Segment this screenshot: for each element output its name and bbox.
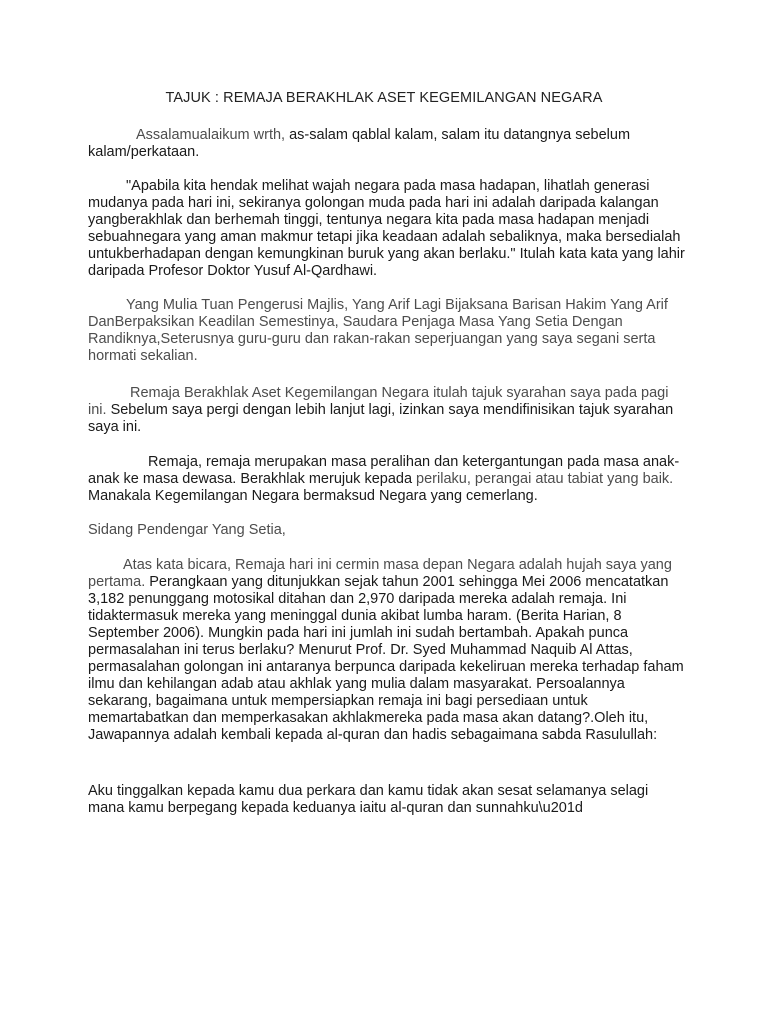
argument-body: Perangkaan yang ditunjukkan sejak tahun 2001 sehingga Mei 2006 mencatatkan 3,182 penunggang motosikal ditahan dan 2,970 daripada mereka adalah remaja. Ini tidaktermasuk mereka yang meninggal dunia akibat lumba haram. (Berita Harian, 8 September 2006). Mungkin pada hari ini jumlah ini sudah bertambah. Apakah punca permasalahan ini terus berlaku? Menurut Prof. Dr. Syed Muhammad Naquib Al Attas, permasalahan golongan ini antaranya berpunca daripada kekeliruan mereka terhadap faham ilmu dan kehilangan adab atau akhlak yang mulia dalam masyarakat. Persoalannya sekarang, bagaimana untuk mempersiapkan remaja ini bagi persediaan untuk memartabatkan dan memperkasakan akhlakmereka pada masa akan datang?.Oleh itu, Jawapannya adalah kembali kepada al-quran dan hadis sebagaimana sabda Rasulullah: [88,574,684,743]
paragraph-hadith: Aku tinggalkan kepada kamu dua perkara dan kamu tidak akan sesat selamanya selagi mana kamu berpegang kepada keduanya iaitu al-quran dan sunnahku\u201d [88,783,649,816]
paragraph-audience: Sidang Pendengar Yang Setia, [88,522,286,538]
greeting-continuation: as-salam qablal kalam, salam itu datangnya sebelum kalam/perkataan. [88,127,631,160]
definition-akhlak: perilaku, perangai atau tabiat yang baik. [412,471,674,487]
paragraph-salutation: Yang Mulia Tuan Pengerusi Majlis, Yang Arif Lagi Bijaksana Barisan Hakim Yang Arif DanBerpaksikan Keadilan Semestinya, Saudara Penjaga Masa Yang Setia Dengan Randiknya,Seterusnya guru-guru dan rakan-rakan seperjuangan yang saya segani serta hormati sekalian. [88,297,668,364]
paragraph-greeting [88,127,688,161]
paragraph-quote: "Apabila kita hendak melihat wajah negara pada masa hadapan, lihatlah generasi mudanya pada hari ini, sekiranya golongan muda pada hari ini adalah daripada kalangan yangberakhlak dan berhemah tinggi, tentunya negara kita pada masa hadapan menjadi sebuahnegara yang aman makmur tetapi jika keadaan adalah sebaliknya, maka bersedialah untukberhadapan dengan kemungkinan buruk yang akan berlaku." Itulah kata kata yang lahir daripada Profesor Doktor Yusuf Al-Qardhawi. [88,178,685,279]
paragraph-topic [88,385,688,436]
paragraph-definitions [88,454,688,505]
definition-negara: Manakala Kegemilangan Negara bermaksud Negara yang cemerlang. [88,488,538,504]
paragraph-argument-one [88,557,688,744]
topic-text: Remaja Berakhlak Aset Kegemilangan Negara itulah tajuk syarahan saya pada pagi ini. [88,385,669,418]
document-title: TAJUK : REMAJA BERAKHLAK ASET KEGEMILANGAN NEGARA [165,90,603,106]
topic-continuation: Sebelum saya pergi dengan lebih lanjut lagi, izinkan saya mendifinisikan tajuk syarahan saya ini. [88,402,674,435]
definition-remaja: Remaja, remaja merupakan masa peralihan dan ketergantungan pada masa anak-anak ke masa dewasa. Berakhlak merujuk kepada [88,454,680,487]
greeting-text: Assalamualaikum wrth, [136,127,286,143]
argument-intro: Atas kata bicara, Remaja hari ini cermin masa depan Negara adalah hujah saya yang pertama. [88,557,672,590]
